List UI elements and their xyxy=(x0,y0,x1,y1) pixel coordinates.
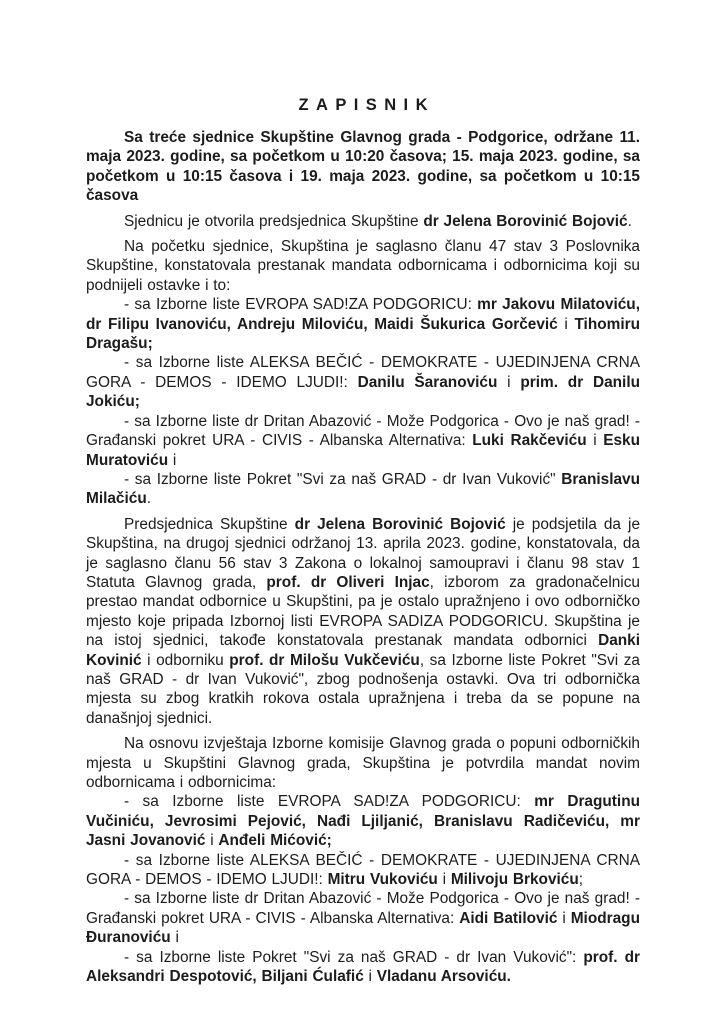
list-paragraph xyxy=(86,353,640,411)
text-run: i xyxy=(168,451,177,469)
bold-text-run: Miodragu Đuranoviću xyxy=(86,909,640,947)
text-run: Na početku sjednice, Skupština je saglasno članu 47 stav 3 Poslovnika Skupštine, konstatovala prestanak mandata odbornicama i odbornicima koji su podnijeli ostavke i to: xyxy=(86,238,640,294)
text-run: i xyxy=(170,929,179,947)
text-run: - sa Izborne liste ALEKSA BEČIĆ - DEMOKRATE - UJEDINJENA CRNA GORA - DEMOS - IDEMO LJUDI!: xyxy=(86,851,640,889)
bold-text-run: Sa treće sjednice Skupštine Glavnog grada - Podgorice, održane 11. maja 2023. godine, sa početkom u 10:20 časova; 15. maja 2023. godine, sa početkom u 10:15 časova i 19. maja 2023. godine, sa početkom u 10:15 časova xyxy=(86,129,640,205)
list-paragraph xyxy=(86,851,640,890)
bold-text-run: Luki Rakčeviću xyxy=(472,432,587,450)
text-run: - sa Izborne liste ALEKSA BEČIĆ - DEMOKRATE - UJEDINJENA CRNA GORA - DEMOS - IDEMO LJUDI!: xyxy=(86,354,640,391)
paragraph xyxy=(86,237,640,295)
list-paragraph xyxy=(86,792,640,850)
text-run: . xyxy=(146,490,152,508)
bold-text-run: Vladanu Arsoviću. xyxy=(376,968,511,986)
text-run: i xyxy=(437,871,451,889)
paragraph xyxy=(86,515,640,728)
text-run: Sjednicu je otvorila predsjednica Skupštine xyxy=(124,212,424,230)
text-run: - sa Izborne liste EVROPA SAD!ZA PODGORICU: xyxy=(124,793,535,811)
bold-text-run: prof. dr Milošu Vukčeviću xyxy=(229,651,420,669)
text-run: - sa Izborne liste dr Dritan Abazović - Može Podgorica - Ovo je naš grad! - Građanski pokret URA - CIVIS - Albanska Alternativa: xyxy=(86,412,640,450)
list-paragraph xyxy=(86,295,640,353)
document-title: ZAPISNIK xyxy=(298,96,435,114)
list-paragraph xyxy=(86,412,640,470)
text-run: , izborom za gradonačelnicu prestao mandat odbornice u Skupštini, pa je ostalo upražnjeno i ovo odborničko mjesto koje pripada Izbornoj listi EVROPA SADIZA PODGORICU. Skupština je na istoj sjednici, takođe konstatovala prestanak mandata odbornici xyxy=(86,573,640,650)
bold-text-run: Danki Kovinić xyxy=(86,632,640,669)
text-run: , sa Izborne liste Pokret "Svi za naš GRAD - dr Ivan Vuković", zbog podnošenja ostavki. Ova tri odbornička mjesta su zbog kratkih rokova ostala upražnjena i treba da se popune na današnjoj sjednici. xyxy=(86,651,640,727)
paragraph xyxy=(86,128,640,206)
bold-text-run: prof. dr Aleksandri Despotović, Biljani Ćulafić xyxy=(86,948,640,986)
text-run: - sa Izborne liste Pokret "Svi za naš GRAD - dr Ivan Vuković": xyxy=(124,948,584,966)
text-run: - sa Izborne liste Pokret "Svi za naš GRAD - dr Ivan Vuković" xyxy=(124,470,562,488)
bold-text-run: prim. dr Danilu Jokiću; xyxy=(86,373,640,411)
bold-text-run: Danilu Šaranoviću xyxy=(357,373,498,391)
bold-text-run: dr Jelena Borovinić Bojović xyxy=(294,515,506,533)
list-paragraph xyxy=(86,470,640,509)
text-run: i odborniku xyxy=(141,651,230,669)
document-body xyxy=(86,128,640,986)
list-paragraph xyxy=(86,889,640,947)
bold-text-run: prof. dr Oliveri Injac xyxy=(266,573,430,591)
text-run: je podsjetila da je Skupština, na drugoj sjednici održanoj 13. aprila 2023. godine, konstatovala, da je saglasno članu 56 stav 3 Zakona o lokalnoj samoupravi i članu 98 stav 1 Statuta Glavnog grada, xyxy=(86,515,641,591)
bold-text-run: Esku Muratoviću xyxy=(86,432,640,469)
text-run: Na osnovu izvještaja Izborne komisije Glavnog grada o popuni odborničkih mjesta u Skupštini Glavnog grada, Skupština je potvrdila mandat novim odbornicama i odbornicima: xyxy=(86,735,640,791)
text-run: i xyxy=(586,432,604,450)
text-run: i xyxy=(205,832,219,850)
bold-text-run: mr Jakovu Milatoviću, dr Filipu Ivanoviću, Andreju Miloviću, Maidi Šukurica Gorčević xyxy=(86,296,640,333)
text-run: . xyxy=(627,212,632,230)
list-paragraph xyxy=(86,948,640,987)
text-run: i xyxy=(557,315,575,333)
text-run: i xyxy=(363,968,377,986)
paragraph xyxy=(86,212,640,231)
paragraph xyxy=(86,734,640,792)
bold-text-run: dr Jelena Borovinić Bojović xyxy=(423,212,628,230)
bold-text-run: Mitru Vukoviću xyxy=(327,871,438,889)
text-run: i xyxy=(557,909,571,927)
text-run: i xyxy=(497,373,521,391)
text-run: Predsjednica Skupštine xyxy=(124,515,295,533)
text-run: - sa Izborne liste dr Dritan Abazović - Može Podgorica - Ovo je naš grad! - Građanski pokret URA - CIVIS - Albanska Alternativa: xyxy=(86,890,640,927)
text-run: ; xyxy=(578,871,584,889)
bold-text-run: Aidi Batilović xyxy=(459,909,558,927)
bold-text-run: mr Dragutinu Vučiniću, Jevrosimi Pejović, Nađi Ljiljanić, Branislavu Radičeviću, mr Jasni Jovanović xyxy=(86,793,640,850)
bold-text-run: Branislavu Milačiću xyxy=(86,470,640,508)
bold-text-run: Anđeli Mićović; xyxy=(218,832,332,850)
bold-text-run: Milivoju Brkoviću xyxy=(450,871,579,889)
text-run: - sa Izborne liste EVROPA SAD!ZA PODGORICU: xyxy=(124,296,478,314)
bold-text-run: Tihomiru Dragašu; xyxy=(86,315,640,353)
